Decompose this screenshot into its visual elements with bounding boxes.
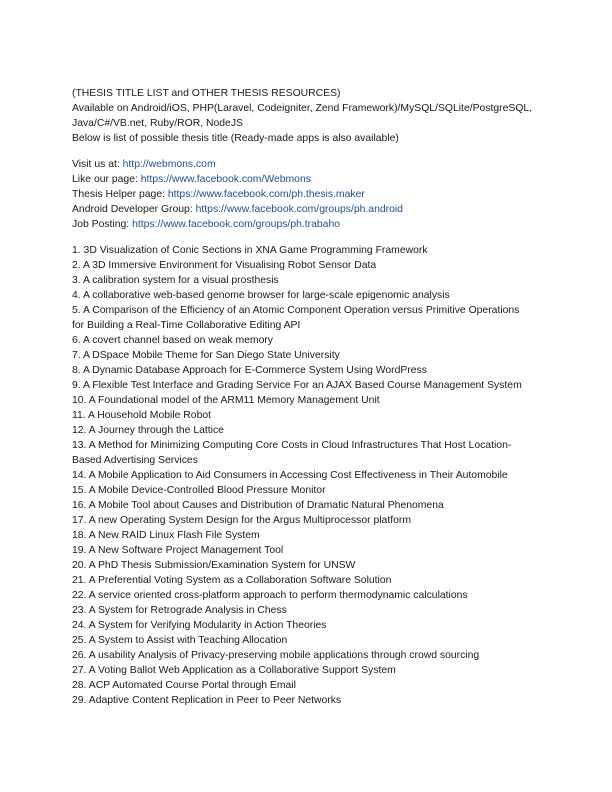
list-item-text: 13. A Method for Minimizing Computing Core Costs in Cloud Infrastructures That Host Location- [72,440,512,451]
job-label: Job Posting: [72,219,133,230]
list-item: 16. A Mobile Tool about Causes and Distribution of Dramatic Natural Phenomena [72,500,444,511]
job-line [72,217,552,232]
header-intro: Below is list of possible thesis title (Ready-made apps is also available) [72,133,399,144]
header-platforms: Available on Android/iOS, PHP(Laravel, Codeigniter, Zend Framework)/MySQL/SQLite/PostgreSQL, [72,103,533,114]
header-languages: Java/C#/VB.net, Ruby/ROR, NodeJS [72,118,243,129]
thesis-title-list [72,243,552,708]
list-item: 20. A PhD Thesis Submission/Examination System for UNSW [72,560,356,571]
helper-link[interactable]: https://www.facebook.com/ph.thesis.maker [167,189,365,200]
list-item: 2. A 3D Immersive Environment for Visualising Robot Sensor Data [72,260,377,271]
list-item: 24. A System for Verifying Modularity in Action Theories [72,620,327,631]
list-item: 12. A Journey through the Lattice [72,425,224,436]
list-item: 21. A Preferential Voting System as a Collaboration Software Solution [72,575,392,586]
list-item: 23. A System for Retrograde Analysis in Chess [72,605,287,616]
list-item: 3. A calibration system for a visual prosthesis [72,275,279,286]
android-label: Android Developer Group: [72,204,196,215]
list-item: 6. A covert channel based on weak memory [72,335,273,346]
list-item: 1. 3D Visualization of Conic Sections in XNA Game Programming Framework [72,245,428,256]
list-item: 19. A New Software Project Management Tool [72,545,284,556]
list-item-text: 5. A Comparison of the Efficiency of an Atomic Component Operation versus Primitive Operations [72,305,520,316]
spacer [72,146,552,157]
document-page [72,86,552,708]
list-item: 7. A DSpace Mobile Theme for San Diego State University [72,350,340,361]
list-item: 27. A Voting Ballot Web Application as a Collaborative Support System [72,665,396,676]
like-label: Like our page: [72,174,141,185]
list-item: 22. A service oriented cross-platform approach to perform thermodynamic calculations [72,590,468,601]
visit-label: Visit us at: [72,159,123,170]
list-item: 18. A New RAID Linux Flash File System [72,530,260,541]
list-item: 8. A Dynamic Database Approach for E-Commerce System Using WordPress [72,365,427,376]
like-link[interactable]: https://www.facebook.com/Webmons [140,174,311,185]
list-item: 15. A Mobile Device-Controlled Blood Pressure Monitor [72,485,326,496]
list-item: 9. A Flexible Test Interface and Grading Service For an AJAX Based Course Management System [72,380,522,391]
visit-link[interactable]: http://webmons.com [122,159,216,170]
android-line [72,202,552,217]
list-item-continuation: for Building a Real-Time Collaborative Editing API [72,320,301,331]
list-item: 10. A Foundational model of the ARM11 Memory Management Unit [72,395,380,406]
header-title: (THESIS TITLE LIST and OTHER THESIS RESOURCES) [72,88,341,99]
list-item: 26. A usability Analysis of Privacy-preserving mobile applications through crowd sourcing [72,650,480,661]
spacer [72,232,552,243]
list-item [72,303,552,333]
android-link[interactable]: https://www.facebook.com/groups/ph.android [195,204,403,215]
job-link[interactable]: https://www.facebook.com/groups/ph.trabaho [132,219,341,230]
list-item: 14. A Mobile Application to Aid Consumers in Accessing Cost Effectiveness in Their Automobile [72,470,508,481]
list-item-continuation: Based Advertising Services [72,455,198,466]
list-item: 28. ACP Automated Course Portal through Email [72,680,296,691]
list-item: 4. A collaborative web-based genome browser for large-scale epigenomic analysis [72,290,450,301]
list-item: 11. A Household Mobile Robot [72,410,212,421]
list-item: 29. Adaptive Content Replication in Peer to Peer Networks [72,695,342,706]
list-item: 25. A System to Assist with Teaching Allocation [72,635,288,646]
list-item: 17. A new Operating System Design for the Argus Multiprocessor platform [72,515,412,526]
list-item [72,438,552,468]
helper-line [72,187,552,202]
visit-line [72,157,552,172]
helper-label: Thesis Helper page: [72,189,168,200]
like-line [72,172,552,187]
